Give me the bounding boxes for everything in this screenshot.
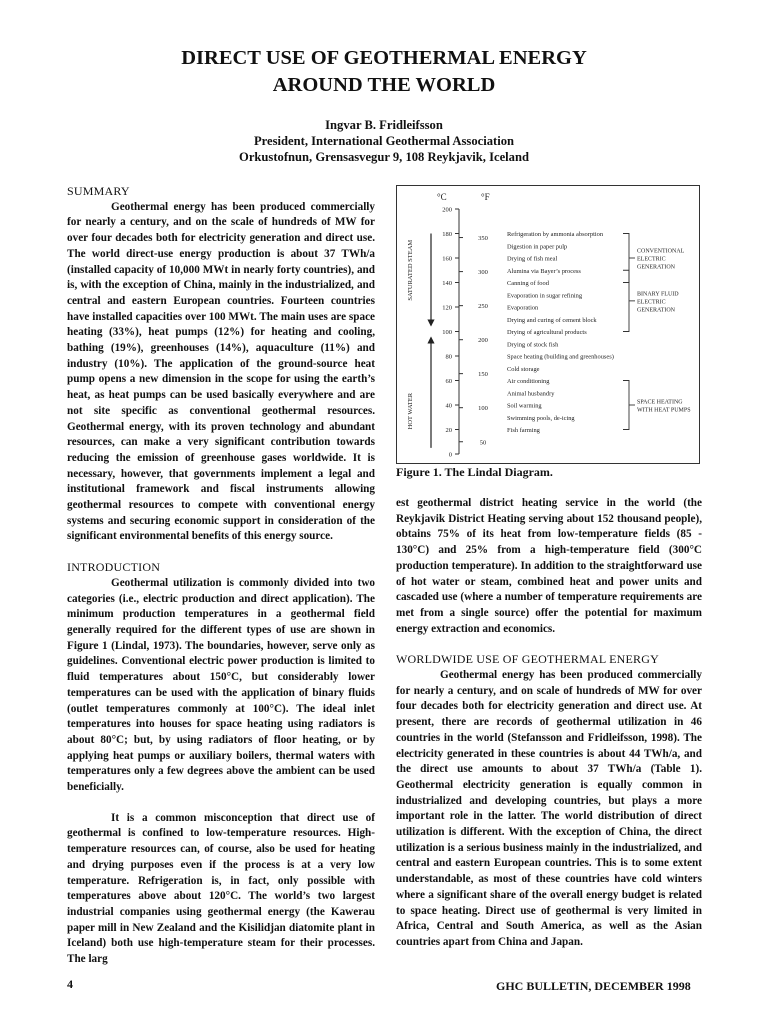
fahrenheit-tick-label: 150	[478, 371, 488, 379]
celsius-tick-label: 140	[442, 280, 452, 287]
worldwide-paragraph: Geothermal energy has been produced commercially for nearly a century, and on scale of hundreds of MW for over four decades both for electricity generation and direct use. At present, there are records of geothermal utilization in 46 countries in the world (Stefansson and Fridleifsson, 1998). The electricity generated in these countries is about 44 TWh/a, and the direct use amounts to about 37 TWh/a (Table 1). Geothermal electricity generation is equally common in industrialized and developing countries, but plays a more important role in the latter. The world distribution of direct utilization is different. With the exception of China, the direct utilization is a serious business mainly in the industrialized, and central and eastern European countries. This is to some extent understandable, as most of these countries have cold winters where a significant share of the overall energy budget is related to space heating. Direct use of geothermal is very limited in Africa, Central and South America, as well as the Asian countries apart from China and Japan.	[396, 669, 702, 948]
celsius-tick-label: 40	[445, 402, 452, 410]
author-position: President, International Geothermal Association	[253, 134, 515, 148]
fahrenheit-tick-label: 250	[478, 303, 488, 311]
use-label: Fish farming	[507, 427, 540, 434]
use-label: Air conditioning	[507, 378, 550, 385]
use-label: Evaporation	[507, 304, 539, 312]
group-label: WITH HEAT PUMPS	[637, 407, 691, 414]
introduction-paragraph-2-continued: est geothermal district heating service in the world (the Reykjavik District Heating serving about 152 thousand people), obtains 75% of its heat from low-temperature fields (85 - 130°C) and 25% from a high-temperature field (300°C production temperature). In addition to the straightforward use of hot water or steam, combined heat and power units and cascaded use (where a number of temperature requirements are met from a single source) offer the potential for maximum energy extraction and economics.	[396, 497, 702, 635]
celsius-tick-label: 180	[442, 231, 452, 238]
fahrenheit-tick-label: 350	[478, 235, 488, 243]
lindal-diagram	[396, 185, 700, 464]
group-label: BINARY FLUID	[637, 291, 679, 298]
group-bracket	[623, 270, 629, 331]
fahrenheit-unit-label: °F	[481, 192, 490, 202]
introduction-paragraph-1: Geothermal utilization is commonly divided into two categories (i.e., electric production and direct application). The minimum production temperatures in a geothermal field generally required for the different types of use are shown in Figure 1 (Lindal, 1973). The boundaries, however, serve only as guidelines. Conventional electric power production is limited to fluid temperatures about 150°C, but considerably lower temperatures can be used with the application of binary fluids (outlet temperatures commonly at 100°C). The ideal inlet temperatures into houses for space heating using radiators is about 80°C; but, by using radiators of floor heating, or by applying heat pumps or auxiliary boilers, thermal waters with temperatures only a few degrees above the ambient can be used beneficially.	[67, 576, 375, 794]
fahrenheit-tick-label: 50	[479, 439, 487, 447]
use-label: Cold storage	[507, 365, 540, 373]
worldwide-heading: WORLDWIDE USE OF GEOTHERMAL ENERGY	[396, 652, 659, 667]
celsius-unit-label: °C	[437, 192, 447, 202]
author-address: Orkustofnun, Grensasvegur 9, 108 Reykjavik, Iceland	[239, 150, 529, 164]
celsius-tick-label: 100	[442, 329, 452, 336]
fahrenheit-tick-label: 200	[478, 337, 488, 345]
page-number: 4	[67, 977, 73, 991]
group-label: SPACE HEATING	[637, 399, 683, 406]
celsius-tick-label: 80	[445, 353, 452, 361]
celsius-tick-label: 200	[442, 206, 452, 214]
figure-caption: Figure 1. The Lindal Diagram.	[396, 465, 553, 479]
left-column	[67, 184, 375, 968]
paper-title-line-1: DIRECT USE OF GEOTHERMAL ENERGY	[181, 47, 587, 69]
author-name: Ingvar B. Fridleifsson	[325, 118, 443, 132]
fahrenheit-tick-label: 100	[478, 405, 488, 413]
fahrenheit-tick-label: 300	[478, 269, 488, 277]
celsius-tick-label: 0	[448, 451, 452, 459]
use-label: Evaporation in sugar refining	[507, 292, 583, 300]
use-label: Refrigeration by ammonia absorption	[507, 231, 604, 238]
use-label: Digestion in paper pulp	[507, 243, 568, 251]
summary-heading: SUMMARY	[67, 184, 130, 198]
group-label: ELECTRIC	[637, 256, 666, 263]
celsius-tick-label: 60	[445, 378, 452, 385]
use-label: Animal husbandry	[507, 390, 555, 398]
group-bracket	[623, 234, 629, 283]
use-label: Drying of fish meal	[507, 255, 558, 263]
use-label: Soil warming	[507, 402, 542, 410]
use-label: Drying and curing of cement block	[507, 316, 597, 324]
use-label: Canning of food	[507, 280, 549, 287]
use-label: Alumina via Bayer’s process	[507, 267, 581, 275]
group-label: CONVENTIONAL	[637, 248, 685, 255]
group-label: GENERATION	[637, 307, 675, 314]
introduction-paragraph-2: It is a common misconception that direct use of geothermal is confined to low-temperature resources. High-temperature resources can, of course, also be used for heating and drying purposes even if the process is at a very low temperature. Refrigeration is, in fact, only possible with temperatures above about 120°C. The world’s two largest industrial companies using geothermal energy (the Kawerau paper mill in New Zealand and the Kisilidjan diatomite plant in Iceland) both use high-temperature steam for their processes. The larg	[67, 811, 375, 966]
celsius-tick-label: 20	[445, 427, 452, 434]
saturated-steam-label: SATURATED STEAM	[407, 239, 414, 301]
summary-paragraph: Geothermal energy has been produced commercially for nearly a century, and on the scale of hundreds of MW for over four decades both for electricity generation and direct use. The world direct-use energy production is about 37 TWh/a (installed capacity of 10,000 MWt in nearly forty countries), and is, with the exception of China, mainly in the industrialized, and central and eastern European countries. Fourteen countries have installed capacities over 100 MWt. The main uses are space heating (33%), heat pumps (12%) for heating and cooling, bathing (19%), greenhouses (14%), aquaculture (11%) and industry (10%). The application of the ground-source heat pump opens a new dimension in the scope for using the earth’s heat, as heat pumps can be used basically everywhere and are not site specific as conventional geothermal resources. Geothermal energy, with its proven technology and abundant resources, can make a very significant contribution towards reducing the emission of greenhouse gases worldwide. It is necessary, however, that governments implement a legal and institutional framework and fiscal instruments allowing geothermal resources to compete with conventional energy systems and securing economic support in consideration of the significant environmental benefits of this energy source.	[67, 200, 375, 543]
lindal-diagram-svg	[397, 186, 699, 463]
use-label: Drying of stock fish	[507, 341, 559, 349]
publication-footer: GHC BULLETIN, DECEMBER 1998	[496, 979, 691, 993]
use-label: Drying of agricultural products	[507, 329, 587, 336]
group-label: ELECTRIC	[637, 299, 666, 306]
group-bracket	[623, 381, 629, 430]
group-label: GENERATION	[637, 264, 675, 271]
introduction-heading: INTRODUCTION	[67, 560, 161, 575]
celsius-tick-label: 160	[442, 255, 452, 263]
author-block	[0, 117, 768, 165]
celsius-tick-label: 120	[442, 304, 452, 312]
hot-water-label: HOT WATER	[407, 392, 414, 430]
use-label: Swimming pools, de-icing	[507, 414, 575, 422]
use-label: Space heating (building and greenhouses)	[507, 353, 614, 361]
paper-title-line-2: AROUND THE WORLD	[272, 74, 496, 96]
paper-title	[0, 45, 768, 99]
right-column	[396, 496, 702, 951]
